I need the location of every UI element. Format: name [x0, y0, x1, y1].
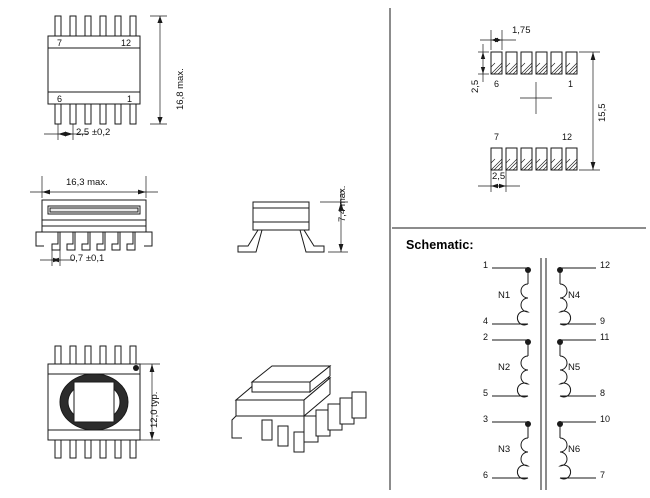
- schematic-pin-3-label: 3: [483, 414, 489, 424]
- dim-pin-width: 0,7 ±0,1: [70, 253, 105, 264]
- schematic-pin-4-label: 4: [483, 316, 489, 326]
- dim-pin-pitch: 2,5 ±0,2: [76, 127, 111, 138]
- dim-pad-pitch: 2,5: [492, 171, 506, 182]
- top-view-pin-1-label: 1: [127, 94, 133, 104]
- top-view-pin-6-label: 6: [57, 94, 63, 104]
- schematic-pin-12-label: 12: [600, 260, 611, 270]
- schematic-pin-10-label: 10: [600, 414, 611, 424]
- schematic-pin-5-label: 5: [483, 388, 489, 398]
- winding-n2-label: N2: [498, 362, 511, 373]
- dim-width-overall: 16,3 max.: [66, 177, 108, 188]
- dim-footprint-height: 15,5: [597, 103, 608, 122]
- winding-n5-label: N5: [568, 362, 581, 373]
- winding-n4-label: N4: [568, 290, 581, 301]
- dim-depth-overall: 12,0 typ.: [149, 391, 160, 428]
- footprint-pin-6-label: 6: [494, 79, 500, 89]
- footprint-pin-1-label: 1: [568, 79, 574, 89]
- top-view-pin-12-label: 12: [121, 38, 132, 48]
- dim-height-overall: 16,8 max.: [175, 68, 186, 110]
- dim-pad-height: 2,5: [470, 79, 481, 93]
- winding-n3-label: N3: [498, 444, 511, 455]
- schematic-pin-1-label: 1: [483, 260, 489, 270]
- footprint-pin-12-label: 12: [562, 132, 573, 142]
- schematic-pin-9-label: 9: [600, 316, 606, 326]
- winding-n1-label: N1: [498, 290, 511, 301]
- schematic-pin-11-label: 11: [600, 332, 610, 342]
- footprint-pin-7-label: 7: [494, 132, 500, 142]
- top-view-pin-7-label: 7: [57, 38, 63, 48]
- dim-height-side: 7,4 max.: [337, 185, 348, 222]
- schematic-panel-title: Schematic:: [406, 238, 474, 252]
- schematic-pin-8-label: 8: [600, 388, 606, 398]
- schematic-pin-6-label: 6: [483, 470, 489, 480]
- dim-pad-width: 1,75: [512, 25, 531, 36]
- schematic-pin-7-label: 7: [600, 470, 606, 480]
- winding-n6-label: N6: [568, 444, 581, 455]
- schematic-pin-2-label: 2: [483, 332, 489, 342]
